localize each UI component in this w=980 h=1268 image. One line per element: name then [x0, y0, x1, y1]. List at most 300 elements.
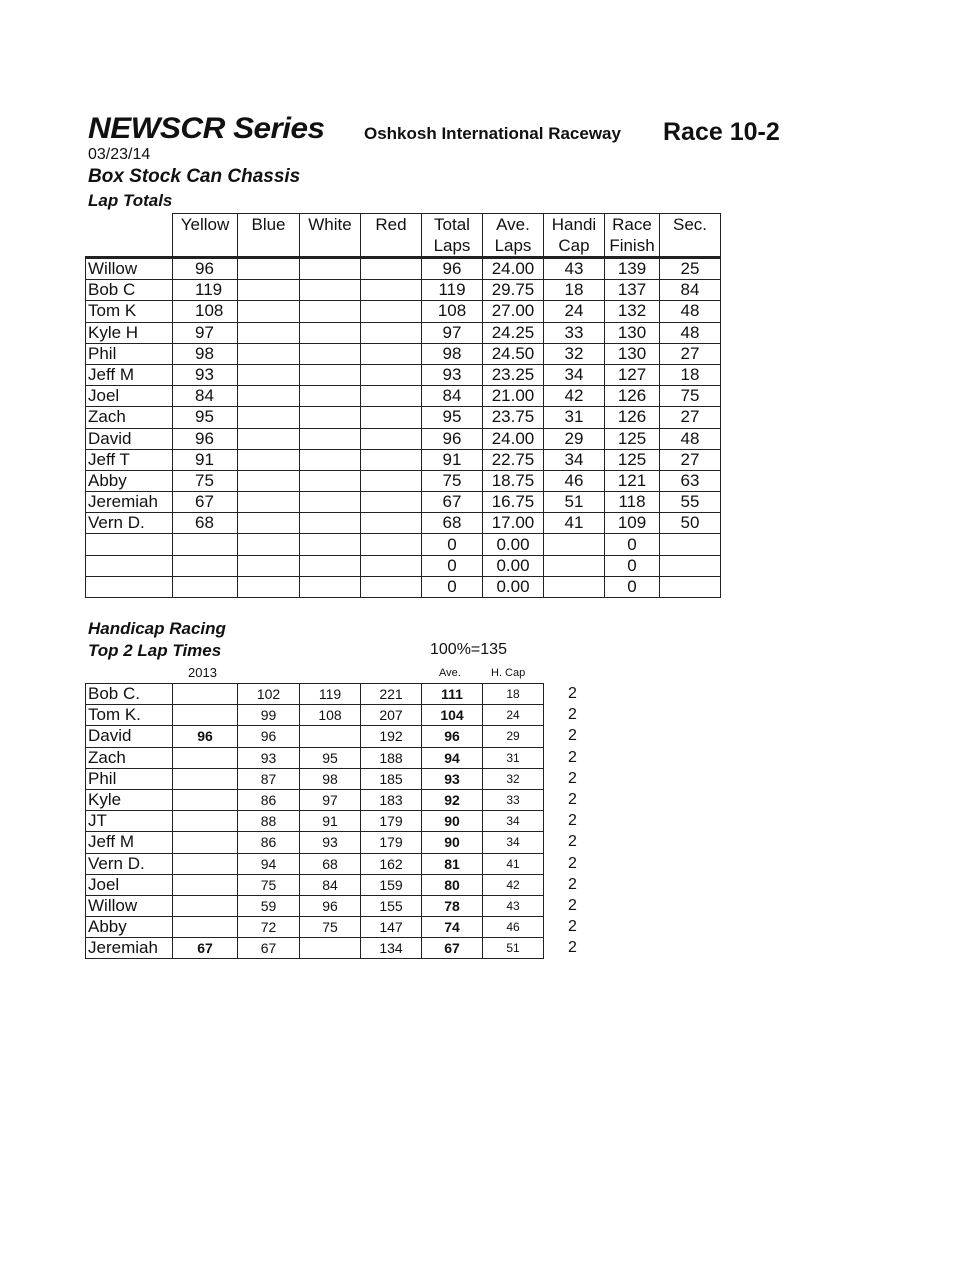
yellow-laps: 96: [173, 258, 238, 280]
lap-totals-label: Lap Totals: [88, 191, 173, 210]
racer-name: Zach: [86, 407, 173, 428]
col-red-header: Red: [361, 214, 422, 258]
handicap-value: 42: [483, 874, 544, 895]
race-finish: 130: [605, 343, 660, 364]
racer-name: Kyle: [86, 789, 173, 810]
col-yellow-header: Yellow: [173, 214, 238, 258]
series-title: NEWSCR Series: [88, 112, 325, 145]
col-handicap-header: Handi Cap: [544, 214, 605, 258]
racer-name: Joel: [86, 874, 173, 895]
lap-total: 147: [361, 917, 422, 938]
red-laps: [361, 280, 422, 301]
handicap-value: 33: [544, 322, 605, 343]
handicap-racing-label: Handicap Racing: [88, 619, 226, 638]
lap-time-1: 72: [238, 917, 300, 938]
year-2013-value: [173, 811, 238, 832]
white-laps: [300, 364, 361, 385]
sec-value: 63: [660, 470, 721, 491]
white-laps: [300, 534, 361, 555]
red-laps: [361, 322, 422, 343]
racer-name: Vern D.: [86, 513, 173, 534]
lap-total: 179: [361, 832, 422, 853]
sec-value: [660, 555, 721, 576]
red-laps: [361, 449, 422, 470]
lap-time-2: 98: [300, 768, 361, 789]
handicap-value: 29: [483, 726, 544, 747]
lap-totals-row: [86, 513, 721, 534]
blue-laps: [238, 576, 300, 597]
yellow-laps: [173, 534, 238, 555]
average-value: 67: [422, 938, 483, 959]
racer-name: Jeremiah: [86, 492, 173, 513]
lap-time-1: 99: [238, 705, 300, 726]
total-laps: 96: [422, 428, 483, 449]
red-laps: [361, 470, 422, 491]
top-two-lap-times-label: Top 2 Lap Times: [88, 641, 222, 660]
sec-value: 75: [660, 386, 721, 407]
yellow-laps: 68: [173, 513, 238, 534]
handicap-row: [86, 789, 594, 810]
lap-total: 155: [361, 895, 422, 916]
handicap-value: 34: [483, 832, 544, 853]
header-blank-cell: [86, 214, 173, 258]
lap-time-2: 95: [300, 747, 361, 768]
col-sec-header: Sec.: [660, 214, 721, 258]
sec-value: 18: [660, 364, 721, 385]
white-laps: [300, 470, 361, 491]
white-laps: [300, 280, 361, 301]
lap-time-1: 86: [238, 789, 300, 810]
race-finish: 0: [605, 576, 660, 597]
handicap-row: [86, 917, 594, 938]
lap-time-2: 108: [300, 705, 361, 726]
year-2013-value: [173, 705, 238, 726]
racer-name: [86, 555, 173, 576]
race-finish: 118: [605, 492, 660, 513]
yellow-laps: 95: [173, 407, 238, 428]
handicap-value: 24: [483, 705, 544, 726]
race-finish: 137: [605, 280, 660, 301]
handicap-row: [86, 726, 594, 747]
total-laps: 0: [422, 534, 483, 555]
lap-totals-row: [86, 258, 721, 280]
handicap-row: [86, 938, 594, 959]
white-laps: [300, 492, 361, 513]
year-2013-value: [173, 895, 238, 916]
handicap-value: 41: [544, 513, 605, 534]
lap-totals-row: [86, 280, 721, 301]
ave-laps: 22.75: [483, 449, 544, 470]
handicap-row: [86, 747, 594, 768]
lap-totals-row: [86, 449, 721, 470]
col-ave-laps-header: Ave. Laps: [483, 214, 544, 258]
total-laps: 98: [422, 343, 483, 364]
total-laps: 84: [422, 386, 483, 407]
racer-name: Abby: [86, 470, 173, 491]
handicap-value: 33: [483, 789, 544, 810]
hcap-label: H. Cap: [491, 667, 526, 679]
lap-totals-row: [86, 470, 721, 491]
lap-totals-row: [86, 364, 721, 385]
red-laps: [361, 576, 422, 597]
lap-total: 221: [361, 684, 422, 705]
handicap-value: 18: [544, 280, 605, 301]
lap-count: 2: [568, 875, 577, 893]
lap-count: 2: [568, 791, 577, 809]
average-value: 90: [422, 832, 483, 853]
year-2013-value: 67: [173, 938, 238, 959]
race-finish: 0: [605, 555, 660, 576]
lap-total: 185: [361, 768, 422, 789]
handicap-value: 46: [483, 917, 544, 938]
white-laps: [300, 301, 361, 322]
white-laps: [300, 449, 361, 470]
lap-time-2: 75: [300, 917, 361, 938]
racer-name: [86, 534, 173, 555]
yellow-laps: 75: [173, 470, 238, 491]
lap-totals-row: [86, 492, 721, 513]
average-value: 104: [422, 705, 483, 726]
ave-laps: 18.75: [483, 470, 544, 491]
racer-name: Tom K.: [86, 705, 173, 726]
ave-laps: 24.50: [483, 343, 544, 364]
ave-laps: 23.25: [483, 364, 544, 385]
race-finish: 109: [605, 513, 660, 534]
lap-time-2: 97: [300, 789, 361, 810]
handicap-row: [86, 832, 594, 853]
race-finish: 126: [605, 407, 660, 428]
handicap-value: 43: [483, 895, 544, 916]
average-value: 96: [422, 726, 483, 747]
handicap-table: [85, 683, 594, 959]
blue-laps: [238, 513, 300, 534]
blue-laps: [238, 449, 300, 470]
sec-value: 27: [660, 343, 721, 364]
ave-laps: 23.75: [483, 407, 544, 428]
racer-name: Jeff M: [86, 832, 173, 853]
class-name: Box Stock Can Chassis: [88, 166, 301, 187]
lap-count: 2: [568, 706, 577, 724]
racer-name: David: [86, 726, 173, 747]
year-2013-value: [173, 832, 238, 853]
lap-totals-row: [86, 407, 721, 428]
race-finish: 125: [605, 428, 660, 449]
lap-total: 192: [361, 726, 422, 747]
racer-name: Abby: [86, 917, 173, 938]
racer-name: [86, 576, 173, 597]
yellow-laps: 84: [173, 386, 238, 407]
average-value: 111: [422, 684, 483, 705]
yellow-laps: 98: [173, 343, 238, 364]
white-laps: [300, 258, 361, 280]
lap-count: 2: [568, 939, 577, 957]
handicap-row: [86, 684, 594, 705]
racer-name: Kyle H: [86, 322, 173, 343]
average-value: 93: [422, 768, 483, 789]
blue-laps: [238, 322, 300, 343]
lap-time-2: 96: [300, 895, 361, 916]
blue-laps: [238, 428, 300, 449]
racer-name: Vern D.: [86, 853, 173, 874]
handicap-value: 32: [544, 343, 605, 364]
racer-name: Jeff T: [86, 449, 173, 470]
handicap-value: 34: [483, 811, 544, 832]
lap-totals-row: [86, 301, 721, 322]
yellow-laps: 91: [173, 449, 238, 470]
red-laps: [361, 386, 422, 407]
sec-value: [660, 534, 721, 555]
handicap-value: 51: [483, 938, 544, 959]
ave-laps: 21.00: [483, 386, 544, 407]
race-finish: 0: [605, 534, 660, 555]
handicap-value: [544, 534, 605, 555]
lap-count: 2: [568, 769, 577, 787]
lap-time-1: 59: [238, 895, 300, 916]
handicap-row: [86, 874, 594, 895]
handicap-row: [86, 768, 594, 789]
handicap-value: 51: [544, 492, 605, 513]
year-2013-value: [173, 853, 238, 874]
yellow-laps: [173, 576, 238, 597]
handicap-value: 29: [544, 428, 605, 449]
lap-totals-header: [86, 214, 721, 258]
lap-time-1: 86: [238, 832, 300, 853]
blue-laps: [238, 258, 300, 280]
racer-name: David: [86, 428, 173, 449]
red-laps: [361, 364, 422, 385]
sec-value: 48: [660, 322, 721, 343]
lap-time-2: 93: [300, 832, 361, 853]
blue-laps: [238, 492, 300, 513]
total-laps: 97: [422, 322, 483, 343]
sec-value: 48: [660, 428, 721, 449]
blue-laps: [238, 386, 300, 407]
racer-name: Phil: [86, 768, 173, 789]
blue-laps: [238, 407, 300, 428]
col-blue-header: Blue: [238, 214, 300, 258]
yellow-laps: 93: [173, 364, 238, 385]
lap-count: 2: [568, 896, 577, 914]
handicap-row: [86, 811, 594, 832]
blue-laps: [238, 534, 300, 555]
average-value: 92: [422, 789, 483, 810]
sec-value: 48: [660, 301, 721, 322]
sec-value: 84: [660, 280, 721, 301]
ave-laps: 16.75: [483, 492, 544, 513]
race-finish: 139: [605, 258, 660, 280]
red-laps: [361, 428, 422, 449]
year-2013-value: [173, 747, 238, 768]
lap-time-2: [300, 726, 361, 747]
lap-count: 2: [568, 854, 577, 872]
lap-count: 2: [568, 918, 577, 936]
yellow-laps: 96: [173, 428, 238, 449]
lap-total: 207: [361, 705, 422, 726]
handicap-value: 34: [544, 364, 605, 385]
racer-name: Willow: [86, 258, 173, 280]
blue-laps: [238, 280, 300, 301]
sec-value: 27: [660, 449, 721, 470]
handicap-value: [544, 576, 605, 597]
sec-value: 27: [660, 407, 721, 428]
red-laps: [361, 343, 422, 364]
lap-time-1: 75: [238, 874, 300, 895]
handicap-value: 31: [544, 407, 605, 428]
year-2013-value: [173, 917, 238, 938]
lap-time-1: 93: [238, 747, 300, 768]
total-laps: 0: [422, 576, 483, 597]
average-value: 90: [422, 811, 483, 832]
sec-value: 25: [660, 258, 721, 280]
red-laps: [361, 534, 422, 555]
col-total-laps-header: Total Laps: [422, 214, 483, 258]
handicap-value: 34: [544, 449, 605, 470]
white-laps: [300, 428, 361, 449]
handicap-value: 41: [483, 853, 544, 874]
lap-time-2: [300, 938, 361, 959]
racer-name: Tom K: [86, 301, 173, 322]
ave-laps: 24.00: [483, 258, 544, 280]
total-laps: 67: [422, 492, 483, 513]
blue-laps: [238, 470, 300, 491]
year-2013-value: [173, 684, 238, 705]
lap-totals-row: [86, 555, 721, 576]
year-label: 2013: [188, 665, 217, 680]
average-value: 81: [422, 853, 483, 874]
handicap-value: 42: [544, 386, 605, 407]
white-laps: [300, 343, 361, 364]
handicap-value: 43: [544, 258, 605, 280]
racer-name: Phil: [86, 343, 173, 364]
lap-total: 159: [361, 874, 422, 895]
lap-totals-row: [86, 343, 721, 364]
year-2013-value: [173, 789, 238, 810]
lap-count: 2: [568, 833, 577, 851]
racer-name: Zach: [86, 747, 173, 768]
handicap-value: 31: [483, 747, 544, 768]
racer-name: Jeff M: [86, 364, 173, 385]
average-value: 78: [422, 895, 483, 916]
lap-total: 188: [361, 747, 422, 768]
race-date: 03/23/14: [88, 146, 151, 163]
race-finish: 132: [605, 301, 660, 322]
sec-value: [660, 576, 721, 597]
race-finish: 130: [605, 322, 660, 343]
lap-time-2: 91: [300, 811, 361, 832]
average-value: 74: [422, 917, 483, 938]
year-2013-value: 96: [173, 726, 238, 747]
lap-time-1: 88: [238, 811, 300, 832]
handicap-value: 46: [544, 470, 605, 491]
race-finish: 126: [605, 386, 660, 407]
blue-laps: [238, 301, 300, 322]
ave-laps: 0.00: [483, 576, 544, 597]
total-laps: 93: [422, 364, 483, 385]
lap-time-1: 94: [238, 853, 300, 874]
total-laps: 0: [422, 555, 483, 576]
lap-totals-table: [85, 213, 721, 598]
lap-total: 179: [361, 811, 422, 832]
red-laps: [361, 407, 422, 428]
race-finish: 125: [605, 449, 660, 470]
venue-name: Oshkosh International Raceway: [364, 124, 621, 143]
racer-name: Jeremiah: [86, 938, 173, 959]
lap-totals-row: [86, 576, 721, 597]
ave-laps: 27.00: [483, 301, 544, 322]
racer-name: Bob C: [86, 280, 173, 301]
red-laps: [361, 492, 422, 513]
race-finish: 121: [605, 470, 660, 491]
lap-totals-row: [86, 534, 721, 555]
yellow-laps: [173, 555, 238, 576]
yellow-laps: 67: [173, 492, 238, 513]
lap-count: 2: [568, 748, 577, 766]
white-laps: [300, 555, 361, 576]
lap-time-2: 84: [300, 874, 361, 895]
blue-laps: [238, 343, 300, 364]
racer-name: Joel: [86, 386, 173, 407]
total-laps: 108: [422, 301, 483, 322]
yellow-laps: 108: [173, 301, 238, 322]
handicap-value: 24: [544, 301, 605, 322]
lap-totals-row: [86, 428, 721, 449]
ave-laps: 24.00: [483, 428, 544, 449]
blue-laps: [238, 364, 300, 385]
yellow-laps: 119: [173, 280, 238, 301]
red-laps: [361, 555, 422, 576]
blue-laps: [238, 555, 300, 576]
lap-time-1: 67: [238, 938, 300, 959]
white-laps: [300, 576, 361, 597]
lap-time-2: 68: [300, 853, 361, 874]
total-laps: 95: [422, 407, 483, 428]
white-laps: [300, 513, 361, 534]
col-white-header: White: [300, 214, 361, 258]
racer-name: Bob C.: [86, 684, 173, 705]
lap-time-1: 96: [238, 726, 300, 747]
white-laps: [300, 386, 361, 407]
sec-value: 55: [660, 492, 721, 513]
ave-laps: 24.25: [483, 322, 544, 343]
white-laps: [300, 407, 361, 428]
red-laps: [361, 301, 422, 322]
lap-count: 2: [568, 727, 577, 745]
total-laps: 68: [422, 513, 483, 534]
lap-count: 2: [568, 685, 577, 703]
yellow-laps: 97: [173, 322, 238, 343]
handicap-value: 32: [483, 768, 544, 789]
lap-totals-row: [86, 386, 721, 407]
handicap-value: [544, 555, 605, 576]
total-laps: 91: [422, 449, 483, 470]
total-laps: 96: [422, 258, 483, 280]
lap-total: 134: [361, 938, 422, 959]
ave-label: Ave.: [439, 667, 461, 679]
lap-time-1: 102: [238, 684, 300, 705]
red-laps: [361, 258, 422, 280]
sec-value: 50: [660, 513, 721, 534]
lap-total: 183: [361, 789, 422, 810]
total-laps: 75: [422, 470, 483, 491]
ave-laps: 29.75: [483, 280, 544, 301]
ave-laps: 0.00: [483, 555, 544, 576]
race-finish: 127: [605, 364, 660, 385]
handicap-value: 18: [483, 684, 544, 705]
ave-laps: 0.00: [483, 534, 544, 555]
average-value: 94: [422, 747, 483, 768]
year-2013-value: [173, 768, 238, 789]
lap-time-1: 87: [238, 768, 300, 789]
